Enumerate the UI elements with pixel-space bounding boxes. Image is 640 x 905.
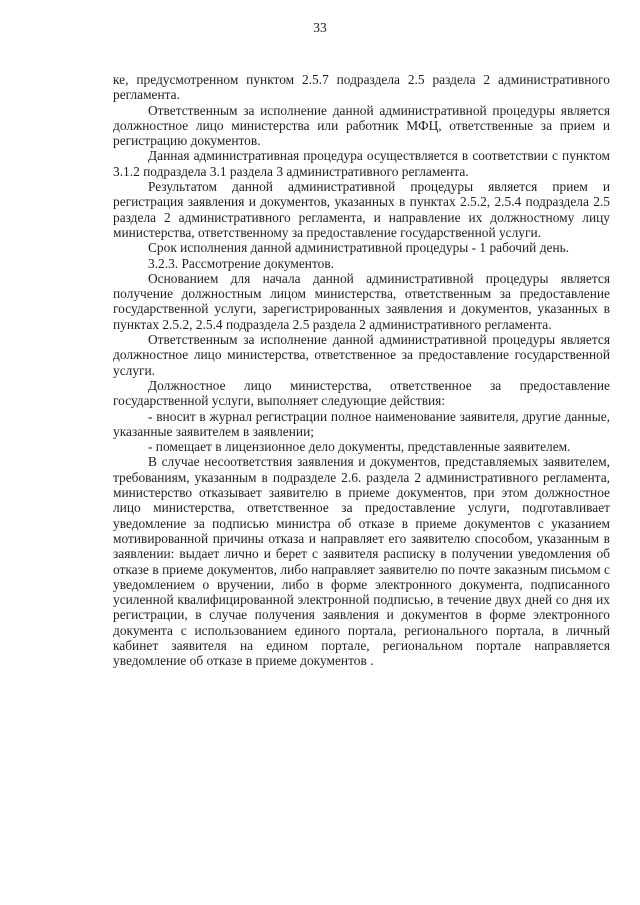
list-item: - вносит в журнал регистрации полное наименование заявителя, другие данные, указанные заявителем в заявлении; xyxy=(113,408,610,439)
body-text xyxy=(113,72,610,669)
paragraph: Результатом данной административной процедуры является прием и регистрация заявления и документов, указанных в пунктах 2.5.2, 2.5.4 подраздела 2.5 раздела 2 административного регламента, и направление их должностному лицу министерства, ответственному за предоставление государственной услуги. xyxy=(113,179,610,240)
paragraph: В случае несоответствия заявления и документов, представляемых заявителем, требованиям, указанным в подразделе 2.6. раздела 2 административного регламента, министерство отказывает заявителю в приеме документов, при этом должностное лицо министерства, ответственное за предоставление услуги, подготавливает уведомление за подписью министра об отказе в приеме документов с указанием мотивированной причины отказа и направляет его заявителю способом, указанным в заявлении: выдает лично и берет с заявителя расписку в получении уведомления об отказе в приеме документов, либо направляет заявителю по почте заказным письмом с уведомлением о вручении, либо в форме электронного документа, подписанного усиленной квалифицированной электронной подписью, в течение двух дней со дня их регистрации, в случае получения заявления и документов в форме электронного документа с использованием единого портала, регионального портала, в личный кабинет заявителя на едином портале, региональном портале направляется уведомление об отказе в приеме документов . xyxy=(113,454,610,669)
paragraph: Должностное лицо министерства, ответственное за предоставление государственной услуги, выполняет следующие действия: xyxy=(113,377,610,409)
paragraph: Данная административная процедура осуществляется в соответствии с пунктом 3.1.2 подраздела 3.1 раздела 3 административного регламента. xyxy=(113,148,610,179)
paragraph: ке, предусмотренном пунктом 2.5.7 подраздела 2.5 раздела 2 административного регламента. xyxy=(113,72,610,103)
list-item: - помещает в лицензионное дело документы, представленные заявителем. xyxy=(148,439,571,455)
paragraph: Ответственным за исполнение данной административной процедуры является должностное лицо министерства или работник МФЦ, ответственные за прием и регистрацию документов. xyxy=(113,102,610,149)
section-heading: 3.2.3. Рассмотрение документов. xyxy=(148,255,334,271)
page-number: 33 xyxy=(313,20,327,35)
paragraph: Основанием для начала данной административной процедуры является получение должностным лицом министерства, ответственным за предоставление государственной услуги, зарегистрированных заявления и документов, указанных в пунктах 2.5.2, 2.5.4 подраздела 2.5 раздела 2 административного регламента. xyxy=(113,270,610,332)
paragraph: Ответственным за исполнение данной административной процедуры является должностное лицо министерства, ответственное за предоставление государственной услуги. xyxy=(113,332,610,378)
paragraph: Срок исполнения данной административной процедуры - 1 рабочий день. xyxy=(148,240,570,256)
